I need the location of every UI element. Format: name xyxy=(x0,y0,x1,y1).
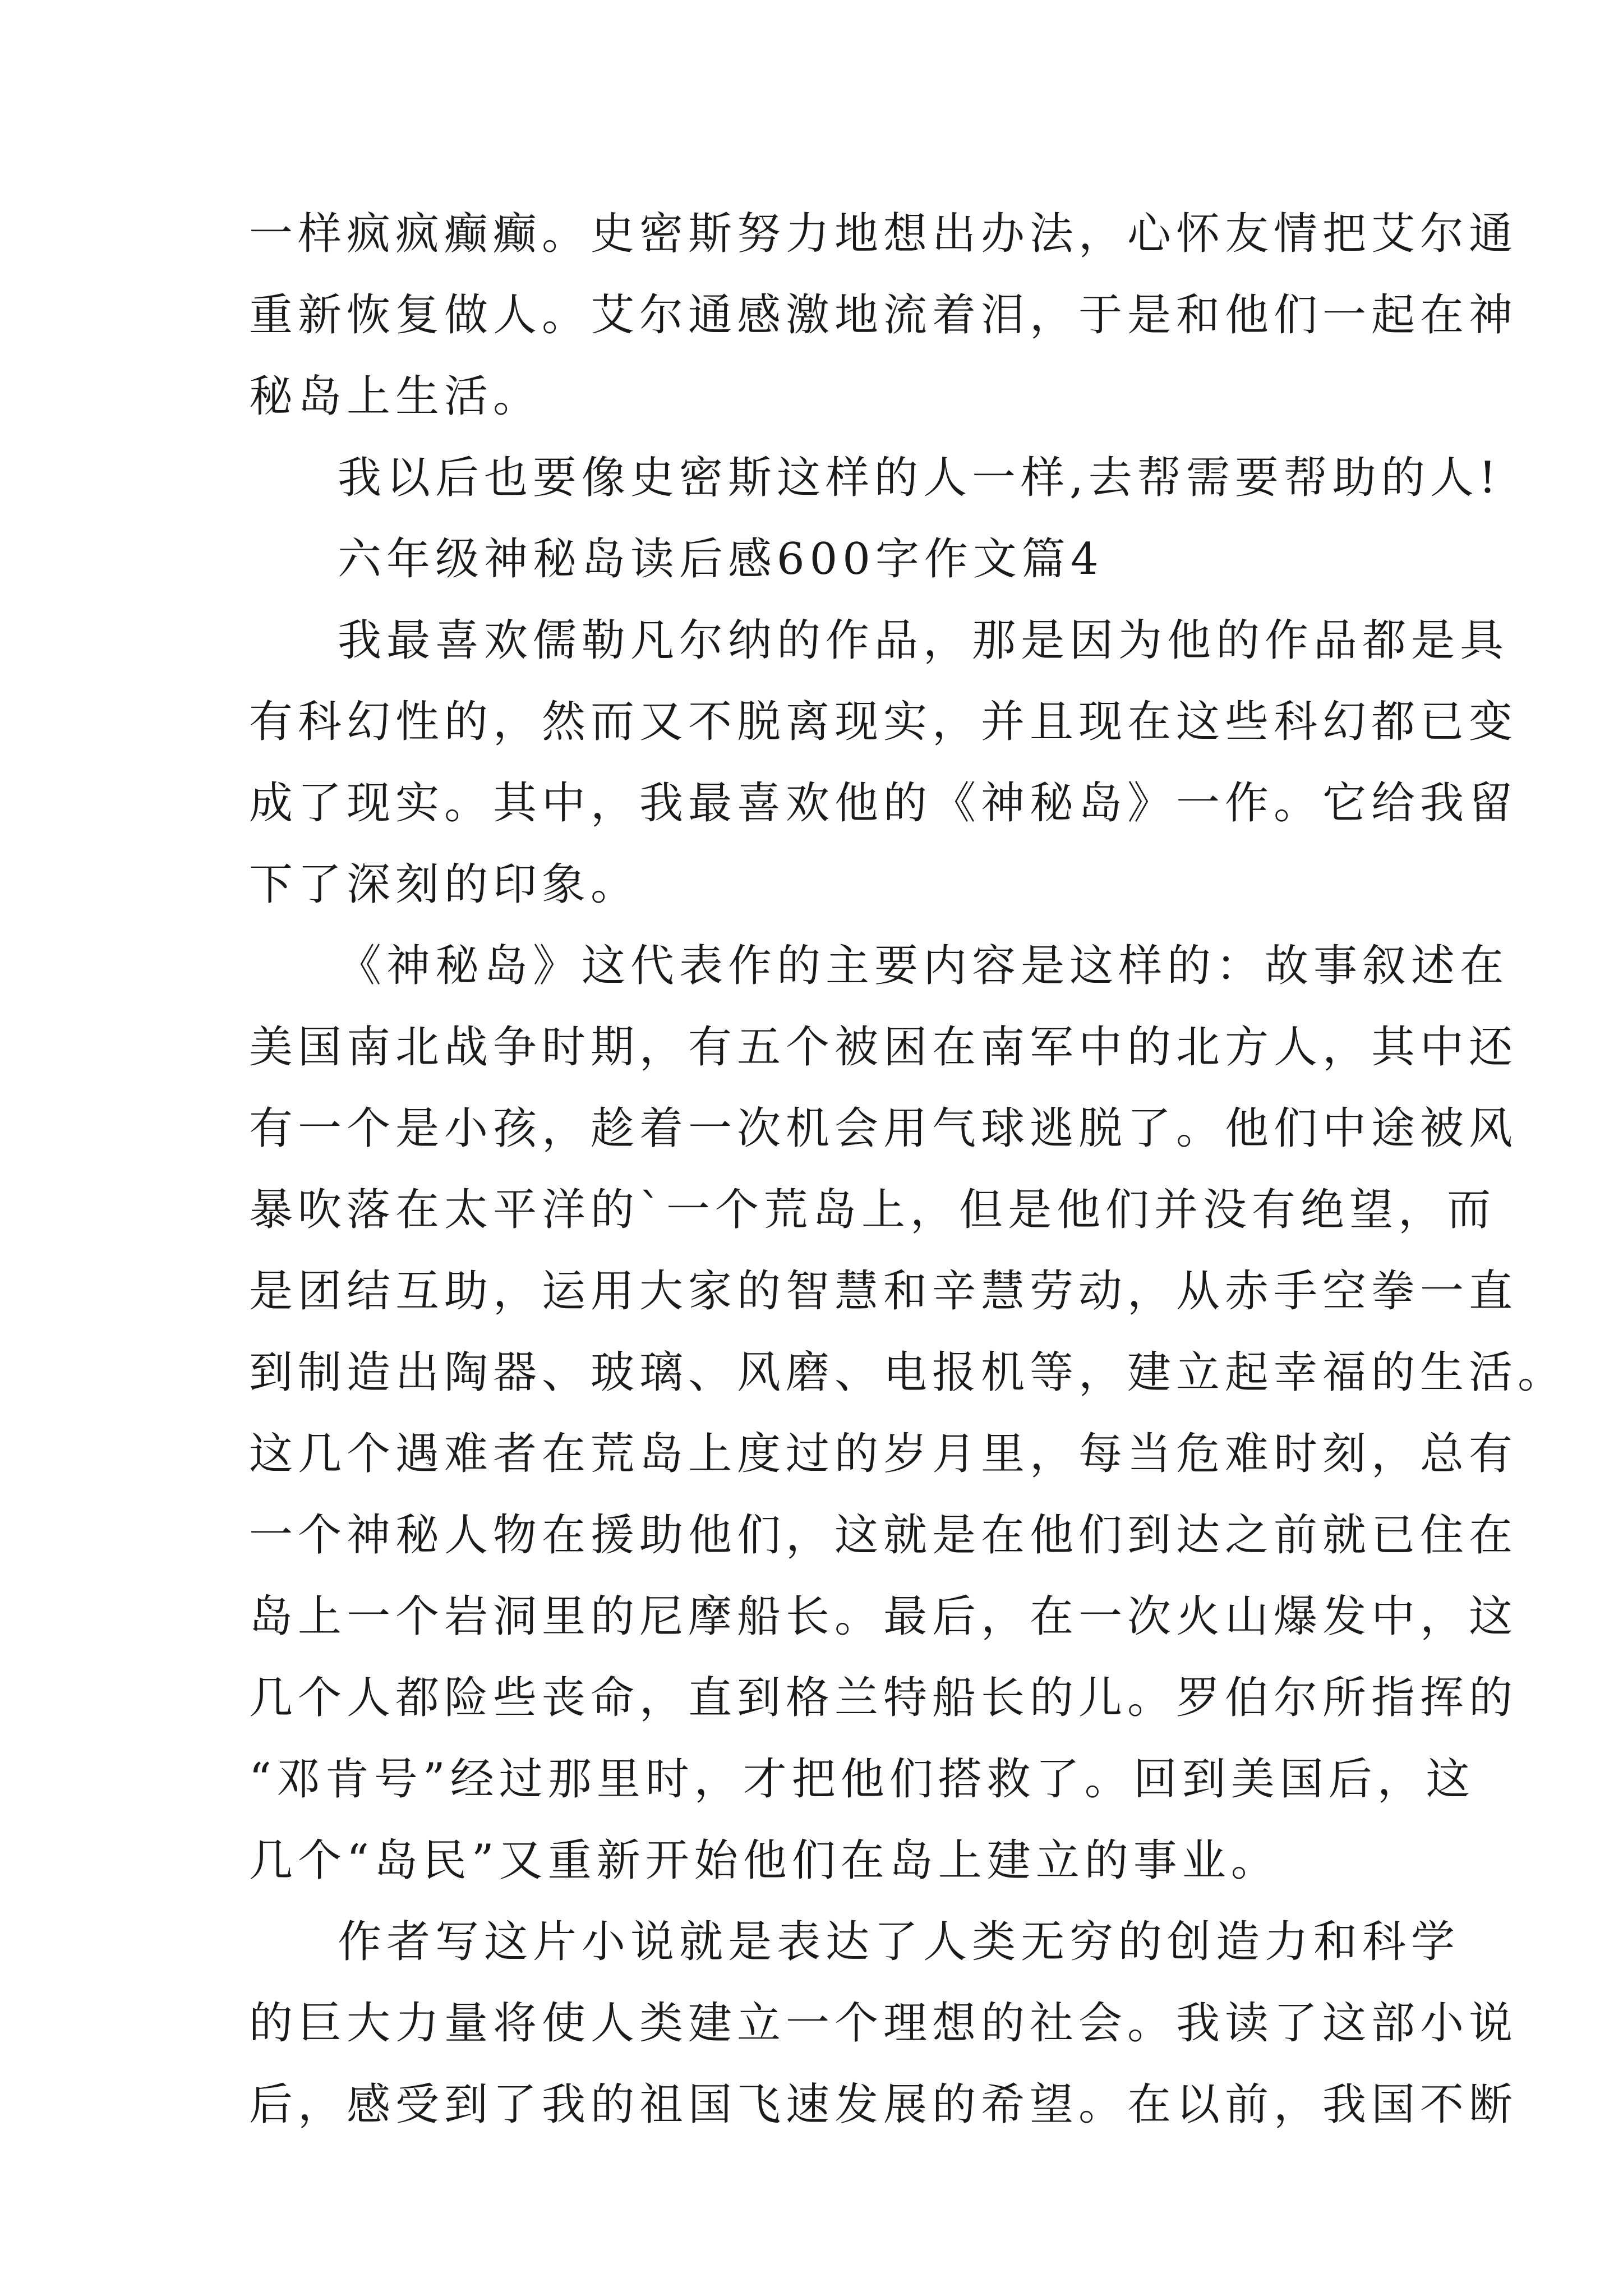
text-line: 的巨大力量将使人类建立一个理想的社会。我读了这部小说 xyxy=(249,1998,1518,2049)
text-line: “邓肯号”经过那里时，才把他们搭救了。回到美国后，这 xyxy=(249,1754,1475,1805)
text-line: 秘岛上生活。 xyxy=(249,371,542,422)
text-line: 重新恢复做人。艾尔通感激地流着泪，于是和他们一起在神 xyxy=(249,290,1518,341)
text-line: 岛上一个岩洞里的尼摩船长。最后，在一次火山爆发中，这 xyxy=(249,1591,1518,1642)
text-line: 有一个是小孩，趁着一次机会用气球逃脱了。他们中途被风 xyxy=(249,1103,1518,1154)
text-line: 成了现实。其中，我最喜欢他的《神秘岛》一作。它给我留 xyxy=(249,778,1518,829)
text-line: 我以后也要像史密斯这样的人一样,去帮需要帮助的人! xyxy=(338,453,1502,503)
text-line: 暴吹落在太平洋的`一个荒岛上，但是他们并没有绝望，而 xyxy=(249,1185,1496,1235)
text-line: 有科幻性的，然而又不脱离现实，并且现在这些科幻都已变 xyxy=(249,697,1518,747)
text-line: 美国南北战争时期，有五个被困在南军中的北方人，其中还 xyxy=(249,1022,1518,1073)
text-line: 我最喜欢儒勒凡尔纳的作品，那是因为他的作品都是具 xyxy=(338,615,1509,666)
text-line: 这几个遇难者在荒岛上度过的岁月里，每当危难时刻，总有 xyxy=(249,1429,1518,1479)
text-line: 后，感受到了我的祖国飞速发展的希望。在以前，我国不断 xyxy=(249,2079,1518,2130)
text-line: 一个神秘人物在援助他们，这就是在他们到达之前就已住在 xyxy=(249,1510,1518,1561)
text-line: 作者写这片小说就是表达了人类无穷的创造力和科学 xyxy=(338,1917,1460,1967)
section-heading: 六年级神秘岛读后感600字作文篇4 xyxy=(338,534,1104,585)
text-line: 几个“岛民”又重新开始他们在岛上建立的事业。 xyxy=(249,1835,1280,1886)
text-line: 到制造出陶器、玻璃、风磨、电报机等，建立起幸福的生活。 xyxy=(249,1347,1567,1398)
text-line: 几个人都险些丧命，直到格兰特船长的儿。罗伯尔所指挥的 xyxy=(249,1673,1518,1723)
text-line: 一样疯疯癫癫。史密斯努力地想出办法，心怀友情把艾尔通 xyxy=(249,209,1518,259)
text-line: 是团结互助，运用大家的智慧和辛慧劳动，从赤手空拳一直 xyxy=(249,1266,1518,1317)
text-line: 《神秘岛》这代表作的主要内容是这样的：故事叙述在 xyxy=(338,941,1509,991)
text-line: 下了深刻的印象。 xyxy=(249,859,640,910)
